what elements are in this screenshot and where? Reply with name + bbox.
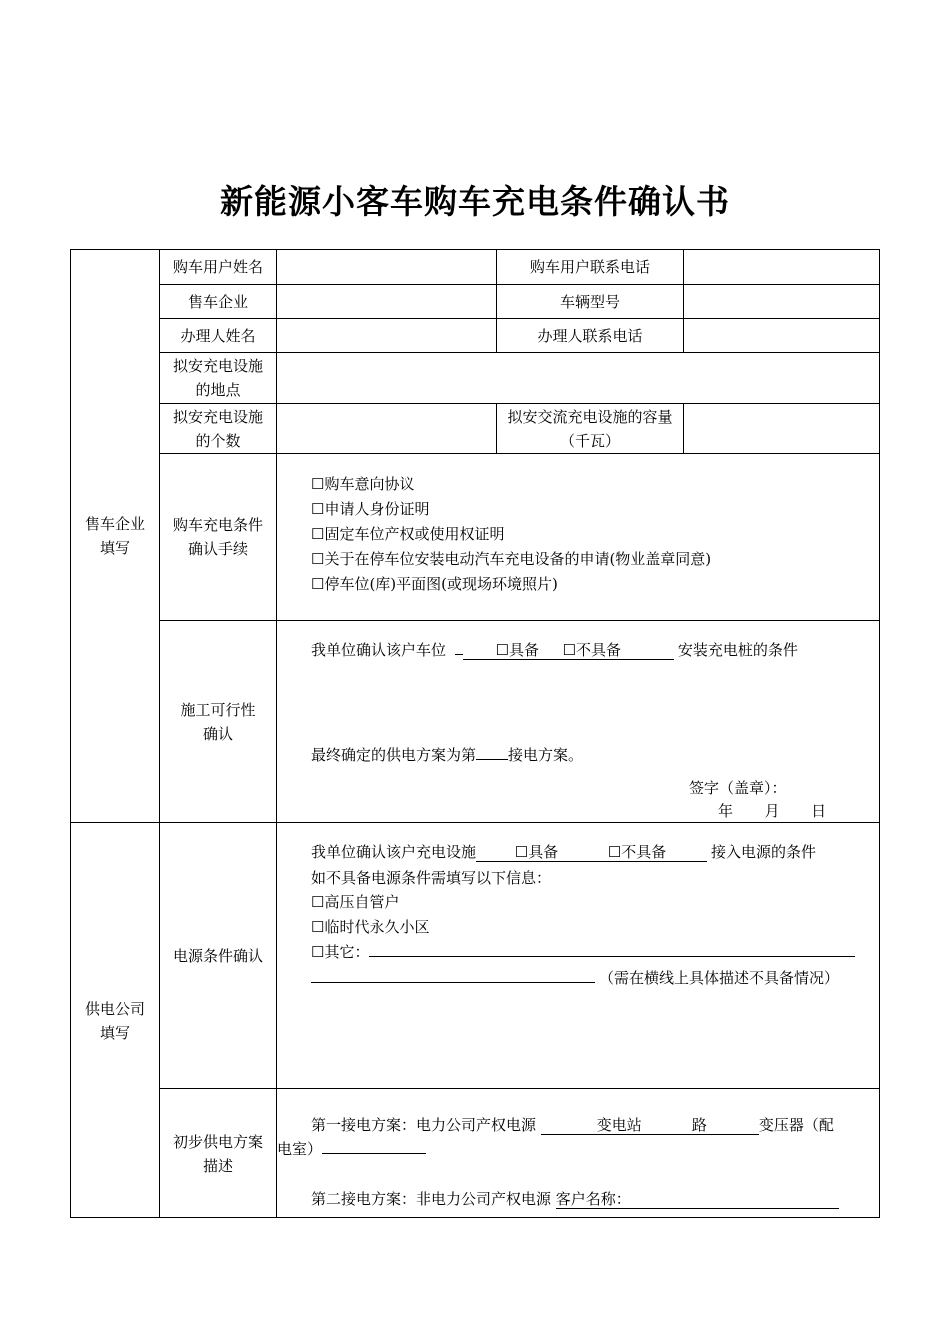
- procedures-list: [276, 453, 880, 620]
- plan-road-label: 路: [691, 1116, 707, 1134]
- plan-room-line: [277, 1137, 426, 1161]
- field-install-location[interactable]: [276, 352, 880, 403]
- form-border-right: [879, 249, 880, 1218]
- checkbox-floor-plan[interactable]: ☐停车位(库)平面图(或现场环境照片): [311, 575, 558, 593]
- section-dealer: 售车企业 填写: [70, 249, 159, 822]
- plan-second-prefix: 第二接电方案：非电力公司产权电源: [311, 1190, 552, 1208]
- field-agent-phone[interactable]: [683, 318, 880, 352]
- confirmation-form: [70, 249, 880, 1218]
- checkbox-parking-rights[interactable]: ☐固定车位产权或使用权证明: [311, 525, 505, 543]
- field-ac-capacity[interactable]: [683, 403, 880, 453]
- plan-second-line: [311, 1187, 839, 1211]
- power-confirm-prefix: 我单位确认该户充电设施: [311, 843, 477, 861]
- plan-substation-label: 变电站: [596, 1116, 642, 1134]
- power-has-not-checkbox[interactable]: ☐不具备: [607, 843, 667, 861]
- date-month-label: 月: [764, 802, 780, 820]
- feasibility-plan-prefix: 最终确定的供电方案为第: [311, 746, 477, 764]
- power-confirm-line: [311, 840, 816, 864]
- label-dealer-company: 售车企业: [159, 284, 276, 318]
- label-buyer-phone: 购车用户联系电话: [496, 249, 683, 284]
- field-vehicle-model[interactable]: [683, 284, 880, 318]
- plan-transformer-label: 变压器（配: [758, 1116, 834, 1134]
- field-agent-name[interactable]: [276, 318, 496, 352]
- date-year-label: 年: [718, 802, 734, 820]
- power-other-field-2[interactable]: [311, 966, 595, 983]
- feasibility-has-checkbox[interactable]: ☐具备: [495, 641, 540, 659]
- feasibility-confirm-line: [311, 638, 798, 662]
- power-opt-other[interactable]: ☐其它：: [311, 943, 370, 961]
- checkbox-id-proof[interactable]: ☐申请人身份证明: [311, 500, 430, 518]
- plan-first-field[interactable]: [322, 1137, 426, 1154]
- label-ac-capacity: 拟安交流充电设施的容量 （千瓦）: [496, 403, 683, 453]
- power-opt-high-voltage[interactable]: ☐高压自管户: [311, 893, 400, 911]
- power-note: （需在横线上具体描述不具备情况）: [599, 969, 840, 987]
- plan-room-label: 电室）: [277, 1140, 323, 1158]
- label-install-count: 拟安充电设施 的个数: [159, 403, 276, 453]
- label-feasibility: 施工可行性 确认: [159, 620, 276, 822]
- feasibility-plan-number-field[interactable]: [476, 743, 508, 760]
- plan-content: [276, 1088, 880, 1218]
- feasibility-confirm-suffix: 安装充电桩的条件: [677, 641, 798, 659]
- plan-first-prefix: 第一接电方案：电力公司产权电源: [311, 1116, 537, 1134]
- label-power-condition: 电源条件确认: [159, 822, 276, 1088]
- plan-customer-label: 客户名称：: [555, 1190, 631, 1208]
- label-buyer-name: 购车用户姓名: [159, 249, 276, 284]
- label-plan: 初步供电方案 描述: [159, 1088, 276, 1218]
- feasibility-content: [276, 620, 880, 822]
- power-has-checkbox[interactable]: ☐具备: [514, 843, 559, 861]
- label-agent-phone: 办理人联系电话: [496, 318, 683, 352]
- label-procedures: 购车充电条件 确认手续: [159, 453, 276, 620]
- page-title: 新能源小客车购车充电条件确认书: [220, 182, 730, 221]
- field-dealer-company[interactable]: [276, 284, 496, 318]
- feasibility-plan-line: [311, 743, 583, 767]
- form-border-bottom: [70, 1217, 880, 1218]
- plan-first-line: [311, 1113, 834, 1137]
- power-confirm-suffix: 接入电源的条件: [711, 843, 817, 861]
- field-buyer-name[interactable]: [276, 249, 496, 284]
- power-other-field-1[interactable]: [369, 940, 855, 957]
- field-buyer-phone[interactable]: [683, 249, 880, 284]
- date-day-label: 日: [811, 802, 827, 820]
- checkbox-install-application[interactable]: ☐关于在停车位安装电动汽车充电设备的申请(物业盖章同意): [311, 550, 712, 568]
- label-install-location: 拟安充电设施 的地点: [159, 352, 276, 403]
- power-opt-temporary[interactable]: ☐临时代永久小区: [311, 918, 430, 936]
- feasibility-plan-suffix: 接电方案。: [508, 746, 584, 764]
- section-power: 供电公司 填写: [70, 822, 159, 1218]
- feasibility-signature-label: 签字（盖章）：: [689, 779, 787, 797]
- field-install-count[interactable]: [276, 403, 496, 453]
- label-agent-name: 办理人姓名: [159, 318, 276, 352]
- feasibility-date: [718, 799, 826, 823]
- power-other-line-2: [311, 966, 839, 990]
- checkbox-purchase-intent[interactable]: ☐购车意向协议: [311, 475, 415, 493]
- feasibility-confirm-prefix: 我单位确认该户车位: [311, 641, 447, 659]
- feasibility-has-not-checkbox[interactable]: ☐不具备: [562, 641, 622, 659]
- label-vehicle-model: 车辆型号: [496, 284, 683, 318]
- power-condition-content: [276, 822, 880, 1088]
- power-if-not-text: 如不具备电源条件需填写以下信息：: [311, 869, 552, 887]
- power-opt-other-line: [311, 940, 855, 964]
